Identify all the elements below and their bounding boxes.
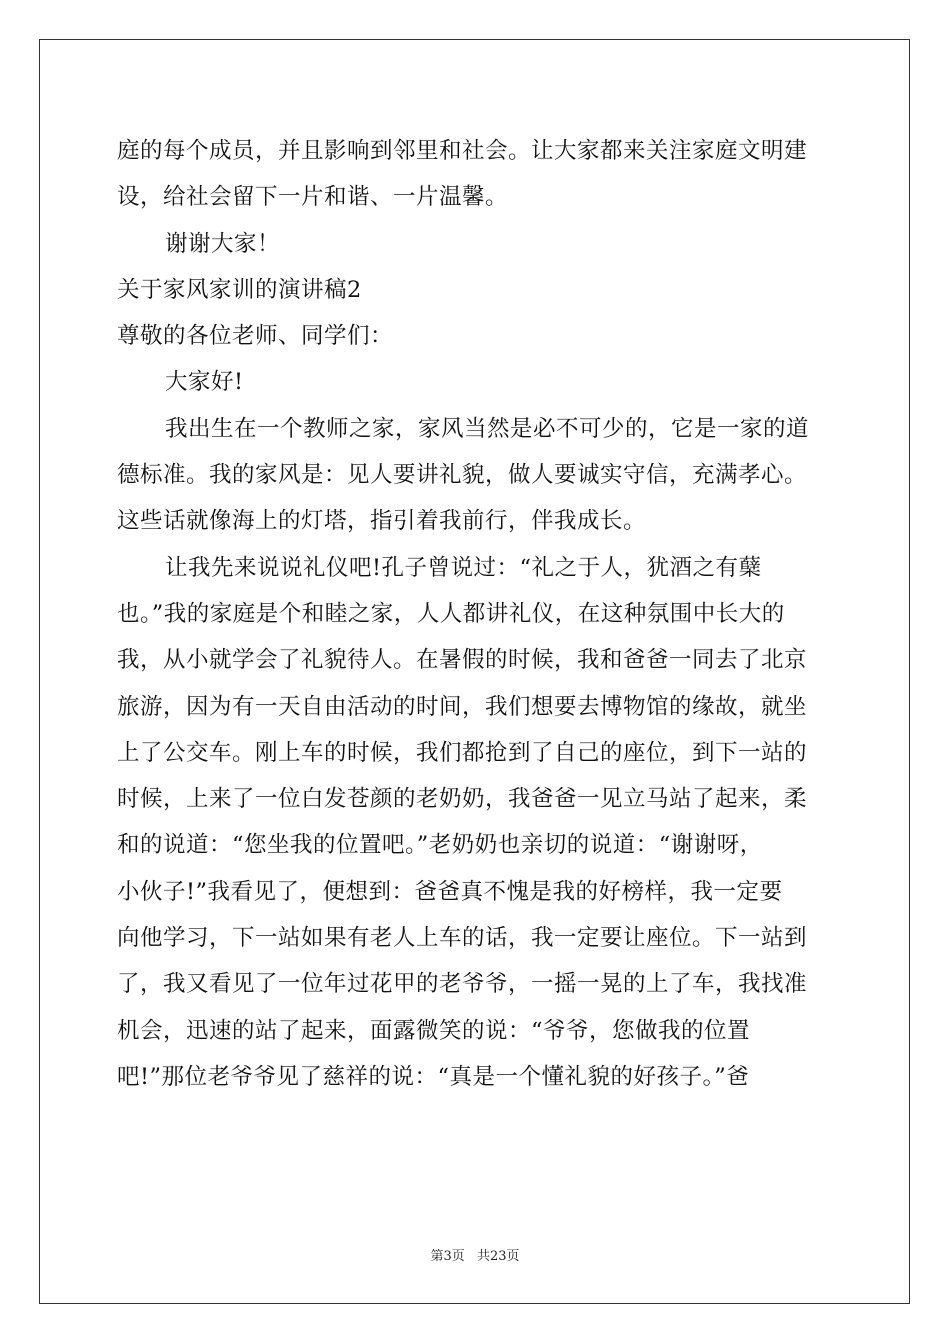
greeting: 大家好!: [165, 369, 244, 396]
text-line-1: 庭的每个成员，并且影响到邻里和社会。让大家都来关注家庭文明建: [117, 138, 808, 164]
text-line-9: 这些话就像海上的灯塔，指引着我前行，伴我成长。: [117, 508, 647, 535]
text-line-14: 上了公交车。刚上车的时候，我们都抢到了自己的座位，到下一站的: [117, 739, 808, 766]
text-line-11: 也。”我的家庭是个和睦之家，人人都讲礼仪，在这种氛围中长大的: [117, 600, 785, 627]
section-title: 关于家风家训的演讲稿2: [117, 276, 362, 303]
page-number: 第3页: [430, 1249, 465, 1264]
total-pages: 共23页: [476, 1249, 520, 1264]
text-line-21: 吧!”那位老爷爷见了慈祥的说：“真是一个懂礼貌的好孩子。”爸: [117, 1063, 750, 1090]
text-line-8: 德标准。我的家风是：见人要讲礼貌，做人要诚实守信，充满孝心。: [117, 462, 808, 489]
text-line-19: 了，我又看见了一位年过花甲的老爷爷，一摇一晃的上了车，我找准: [117, 971, 808, 998]
salutation: 尊敬的各位老师、同学们：: [117, 323, 394, 350]
text-line-20: 机会，迅速的站了起来，面露微笑的说：“爷爷，您做我的位置: [117, 1017, 751, 1044]
text-line-18: 向他学习，下一站如果有老人上车的话，我一定要让座位。下一站到: [117, 925, 808, 952]
text-line-13: 旅游，因为有一天自由活动的时间，我们想要去博物馆的缘故，就坐: [117, 693, 808, 720]
text-line-7: 我出生在一个教师之家，家风当然是必不可少的，它是一家的道: [165, 415, 810, 442]
page-footer: [0, 1245, 950, 1264]
text-line-16: 和的说道：“您坐我的位置吧。”老奶奶也亲切的说道：“谢谢呀，: [117, 832, 763, 859]
text-line-10: 让我先来说说礼仪吧!孔子曾说过：“礼之于人，犹酒之有蘖: [165, 554, 762, 581]
text-line-2: 设，给社会留下一片和谐、一片温馨。: [117, 184, 509, 211]
document-body: [117, 128, 833, 1100]
text-line-15: 时候，上来了一位白发苍颜的老奶奶，我爸爸一见立马站了起来，柔: [117, 786, 808, 813]
text-line-17: 小伙子!”我看见了，便想到：爸爸真不愧是我的好榜样，我一定要: [117, 878, 783, 905]
text-line-3: 谢谢大家！: [165, 230, 281, 257]
text-line-12: 我，从小就学会了礼貌待人。在暑假的时候，我和爸爸一同去了北京: [117, 647, 808, 674]
